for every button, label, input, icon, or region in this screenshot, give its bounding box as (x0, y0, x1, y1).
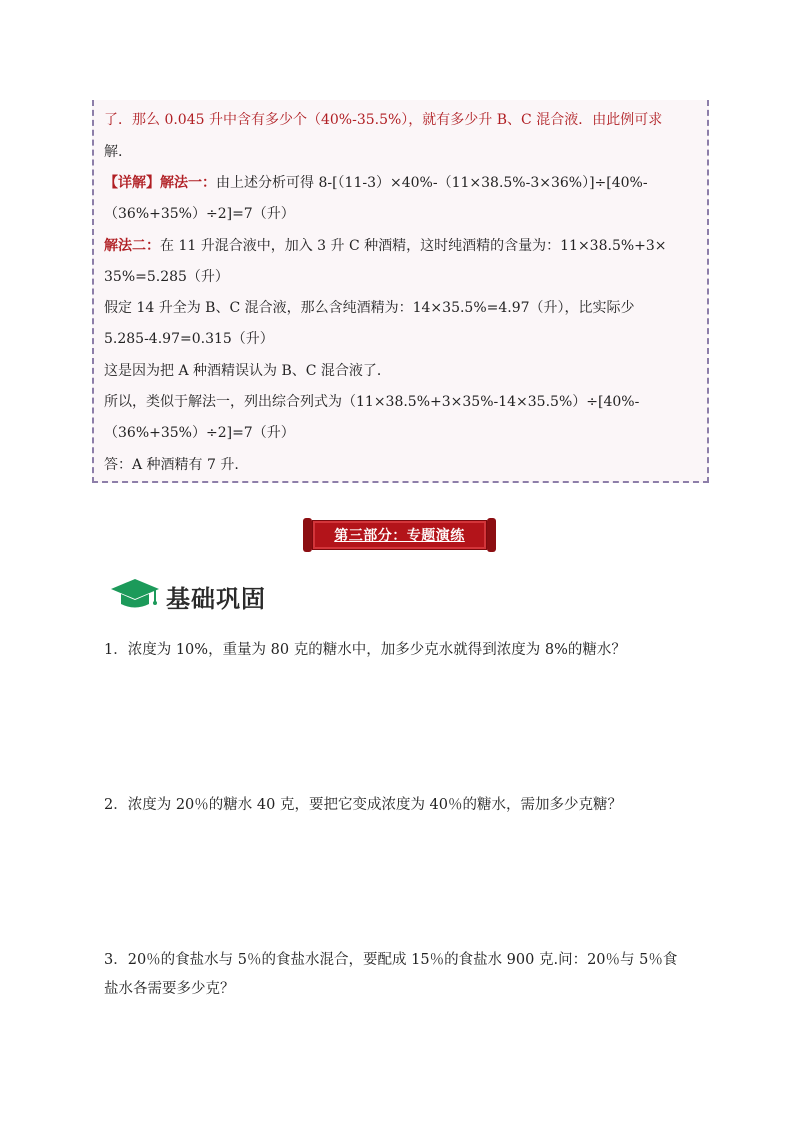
section-title: 基础巩固 (166, 584, 266, 613)
answer-line-1: 了．那么 0.045 升中含有多少个（40%-35.5%），就有多少升 B、C 混合液．由此例可求 (104, 112, 663, 128)
detail-tag: 【详解】 (104, 175, 160, 191)
graduation-cap-icon (110, 577, 160, 615)
method1-line-b: （36%+35%）÷2]=7（升） (104, 206, 295, 222)
question-3-line-a: 3．20％的食盐水与 5％的食盐水混合，要配成 15％的食盐水 900 克.问：20％与 5％食 (104, 952, 678, 968)
therefore-line-a: 所以，类似于解法一，列出综合列式为（11×38.5%+3×35%-14×35.5%）÷[40%- (104, 394, 640, 410)
final-answer: 答：A 种酒精有 7 升. (104, 457, 239, 473)
assume-line-a: 假定 14 升全为 B、C 混合液，那么含纯酒精为：14×35.5%=4.97（升），比实际少 (104, 300, 635, 316)
method2-text-a: 在 11 升混合液中，加入 3 升 C 种酒精，这时纯酒精的含量为：11×38.5%+3× (160, 238, 667, 254)
banner-scroll-left (303, 518, 312, 552)
section-heading (110, 578, 266, 614)
question-1: 1．浓度为 10%，重量为 80 克的糖水中，加多少克水就得到浓度为 8%的糖水？ (104, 642, 626, 658)
banner-body (312, 520, 487, 550)
banner-label: 第三部分：专题演练 (334, 528, 465, 544)
question-2: 2．浓度为 20％的糖水 40 克，要把它变成浓度为 40％的糖水，需加多少克糖？ (104, 797, 623, 813)
because-line: 这是因为把 A 种酒精误认为 B、C 混合液了． (104, 363, 391, 379)
method1-text-a: 由上述分析可得 8-[（11-3）×40%-（11×38.5%-3×36%）]÷[40%- (216, 175, 648, 191)
method2-line-b: 35%=5.285（升） (104, 269, 229, 285)
answer-line-2: 解. (104, 144, 123, 160)
method1-label: 解法一： (160, 175, 216, 191)
assume-line-b: 5.285-4.97=0.315（升） (104, 331, 274, 347)
section-banner (303, 518, 496, 552)
method2-label: 解法二： (104, 238, 160, 254)
method2-line-a (104, 236, 667, 256)
question-3-line-b: 盐水各需要多少克？ (104, 981, 235, 997)
method1-line-a (104, 173, 648, 193)
therefore-line-b: （36%+35%）÷2]=7（升） (104, 425, 295, 441)
banner-scroll-right (487, 518, 496, 552)
